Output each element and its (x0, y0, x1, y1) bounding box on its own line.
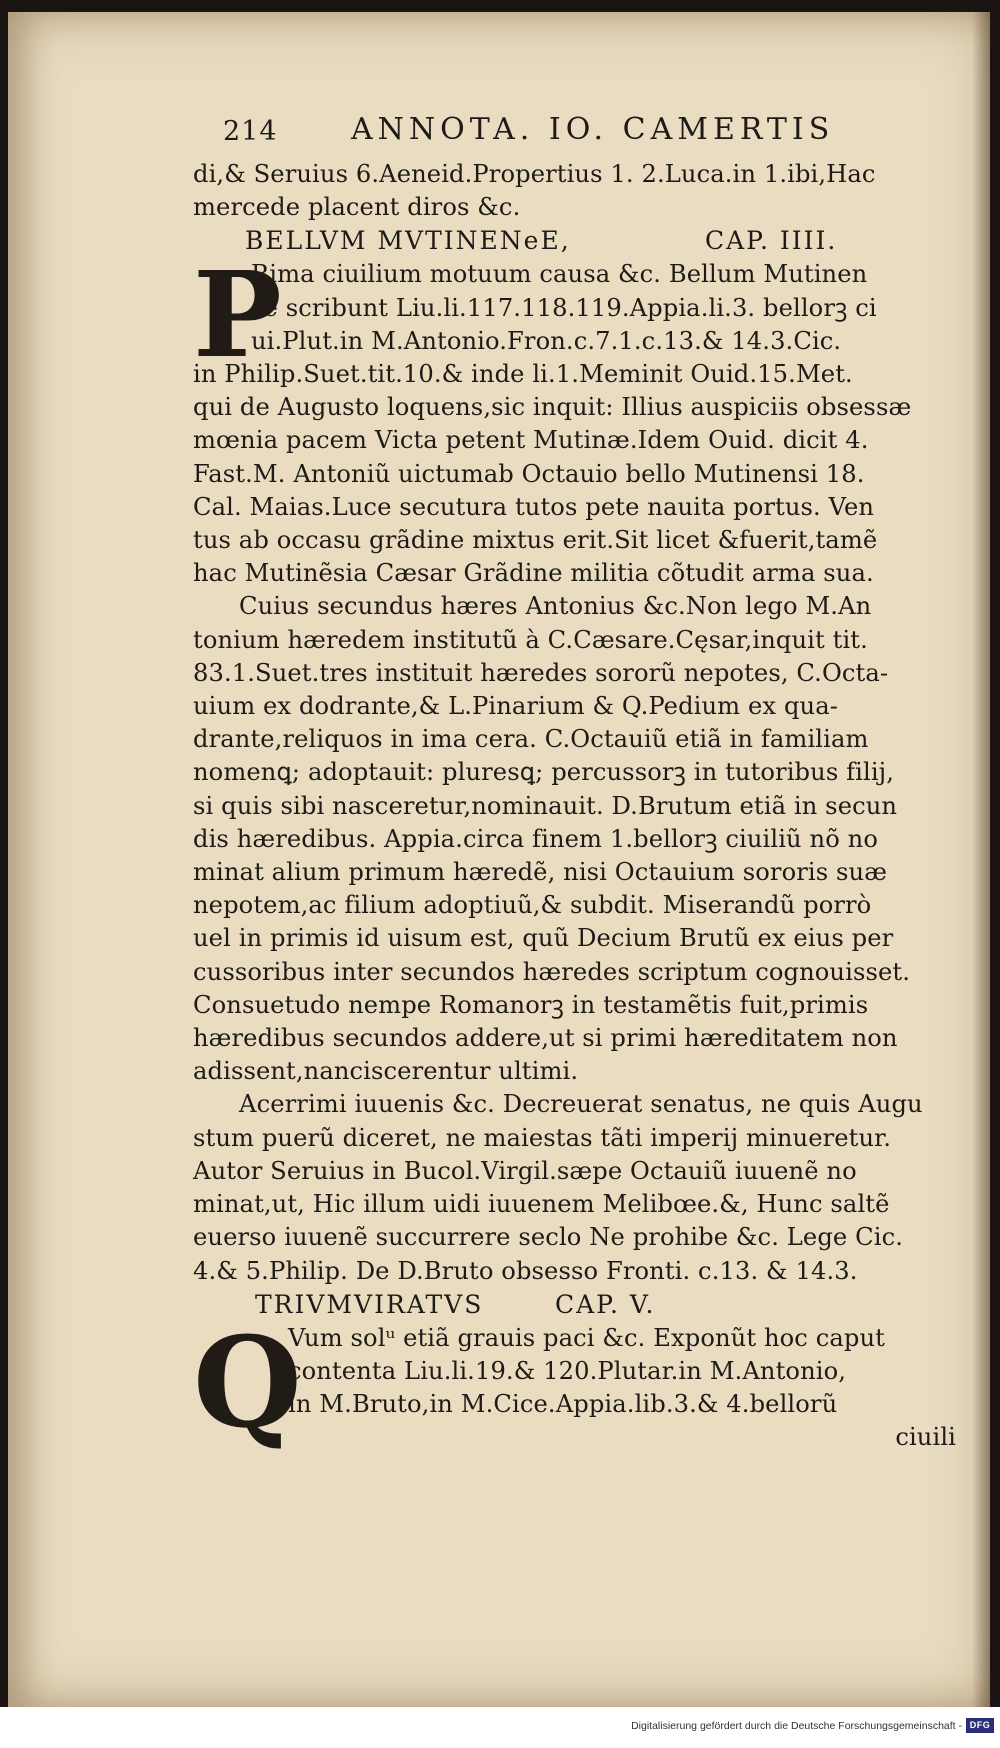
chapter-number: CAP. V. (555, 1289, 656, 1319)
text-line: di,& Seruius 6.Aeneid.Propertius 1. 2.Luca.in 1.ibi,Hac (193, 160, 876, 188)
digitization-credit: Digitalisierung gefördert durch die Deutsche Forschungsgemeinschaft - (631, 1720, 962, 1732)
dfg-logo: DFG (966, 1718, 994, 1733)
drop-cap: P (193, 245, 282, 385)
text-line: 83.1.Suet.tres instituit hæredes sororũ nepotes, C.Octa- (193, 658, 889, 687)
text-line: stum puerũ diceret, ne maiestas tãti imperij minueretur. (193, 1123, 891, 1152)
text-line: mœnia pacem Victa petent Mutinæ.Idem Ouid. dicit 4. (193, 426, 869, 455)
text-line: hæredibus secundos addere,ut si primi hæreditatem non (193, 1024, 898, 1053)
running-head (193, 112, 968, 152)
chapter-title: TRIVMVIRATVS (255, 1289, 484, 1319)
page-number: 214 (223, 116, 278, 147)
text-line: nepotem,ac filium adoptiuũ,& subdit. Miserandũ porrò (193, 891, 872, 920)
text-line: Cuius secundus hæres Antonius &c.Non lego M.An (239, 592, 872, 621)
chapter-title: BELLVM MVTINENeE, (245, 226, 571, 256)
text-line: Rima ciuilium motuum causa &c. Bellum Mutinen (251, 260, 868, 289)
text-line: uel in primis id uisum est, quũ Decium Brutũ ex eius per (193, 924, 894, 953)
text-line: si quis sibi nasceretur,nominauit. D.Brutum etiã in secun (193, 791, 898, 820)
chapter-heading (193, 224, 968, 258)
text-line: mercede placent diros &c. (193, 193, 521, 222)
text-line: adissent,nanciscerentur ultimi. (193, 1057, 579, 1086)
text-line: ui.Plut.in M.Antonio.Fron.c.7.1.c.13.& 14.3.Cic. (251, 326, 842, 355)
text-line: dis hæredibus. Appia.circa finem 1.bellorꝫ ciuiliũ nõ no (193, 824, 878, 853)
running-title: ANNOTA. IO. CAMERTIS (351, 112, 835, 147)
drop-cap: Q (193, 1309, 302, 1456)
text-line: cussoribus inter secundos hæredes scriptum cognouisset. (193, 957, 910, 986)
text-line: in M.Bruto,in M.Cice.Appia.lib.3.& 4.bellorũ (288, 1390, 838, 1419)
text-line: se scribunt Liu.li.117.118.119.Appia.li.3. bellorꝫ ci (251, 293, 877, 322)
chapter-number: CAP. IIII. (705, 226, 838, 256)
text-line: minat,ut, Hic illum uidi iuuenem Melibœe.&, Hunc saltẽ (193, 1190, 890, 1219)
text-line: euerso iuuenẽ succurrere seclo Ne prohibe &c. Lege Cic. (193, 1223, 904, 1252)
text-line: in Philip.Suet.tit.10.& inde li.1.Meminit Ouid.15.Met. (193, 360, 853, 389)
catchword: ciuili (895, 1423, 956, 1452)
text-line: Cal. Maias.Luce secutura tutos pete nauita portus. Ven (193, 492, 875, 521)
text-line: uium ex dodrante,& L.Pinarium & Q.Pedium ex qua- (193, 692, 838, 721)
text-line: tus ab occasu grãdine mixtus erit.Sit licet &fuerit,tamẽ (193, 526, 878, 555)
text-line: Acerrimi iuuenis &c. Decreuerat senatus, ne quis Augu (239, 1090, 923, 1119)
text-line: Vum solᵘ etiã grauis paci &c. Exponũt hoc caput (288, 1323, 885, 1352)
chapter-heading (193, 1288, 968, 1322)
text-line: 4.& 5.Philip. De D.Bruto obsesso Fronti. c.13. & 14.3. (193, 1256, 858, 1285)
text-line: Fast.M. Antoniũ uictumab Octauio bello Mutinensi 18. (193, 459, 865, 488)
text-line: drante,reliquos in ima cera. C.Octauiũ etiã in familiam (193, 725, 869, 754)
text-line: Autor Seruius in Bucol.Virgil.sæpe Octauiũ iuuenẽ no (193, 1156, 857, 1185)
text-line: tonium hæredem institutũ à C.Cæsare.Cęsar,inquit tit. (193, 625, 868, 654)
text-line: Consuetudo nempe Romanorꝫ in testamẽtis fuit,primis (193, 990, 869, 1019)
text-line: hac Mutinẽsia Cæsar Grãdine militia cõtudit arma sua. (193, 559, 874, 588)
text-line: nomenꝗ; adoptauit: pluresꝗ; percussorꝫ in tutoribus filij, (193, 758, 895, 787)
text-block (193, 112, 968, 1455)
text-line: minat alium primum hæredẽ, nisi Octauium sororis suæ (193, 858, 888, 887)
text-line: qui de Augusto loquens,sic inquit: Illius auspiciis obsessæ (193, 393, 912, 422)
text-line: contenta Liu.li.19.& 120.Plutar.in M.Antonio, (288, 1356, 847, 1385)
